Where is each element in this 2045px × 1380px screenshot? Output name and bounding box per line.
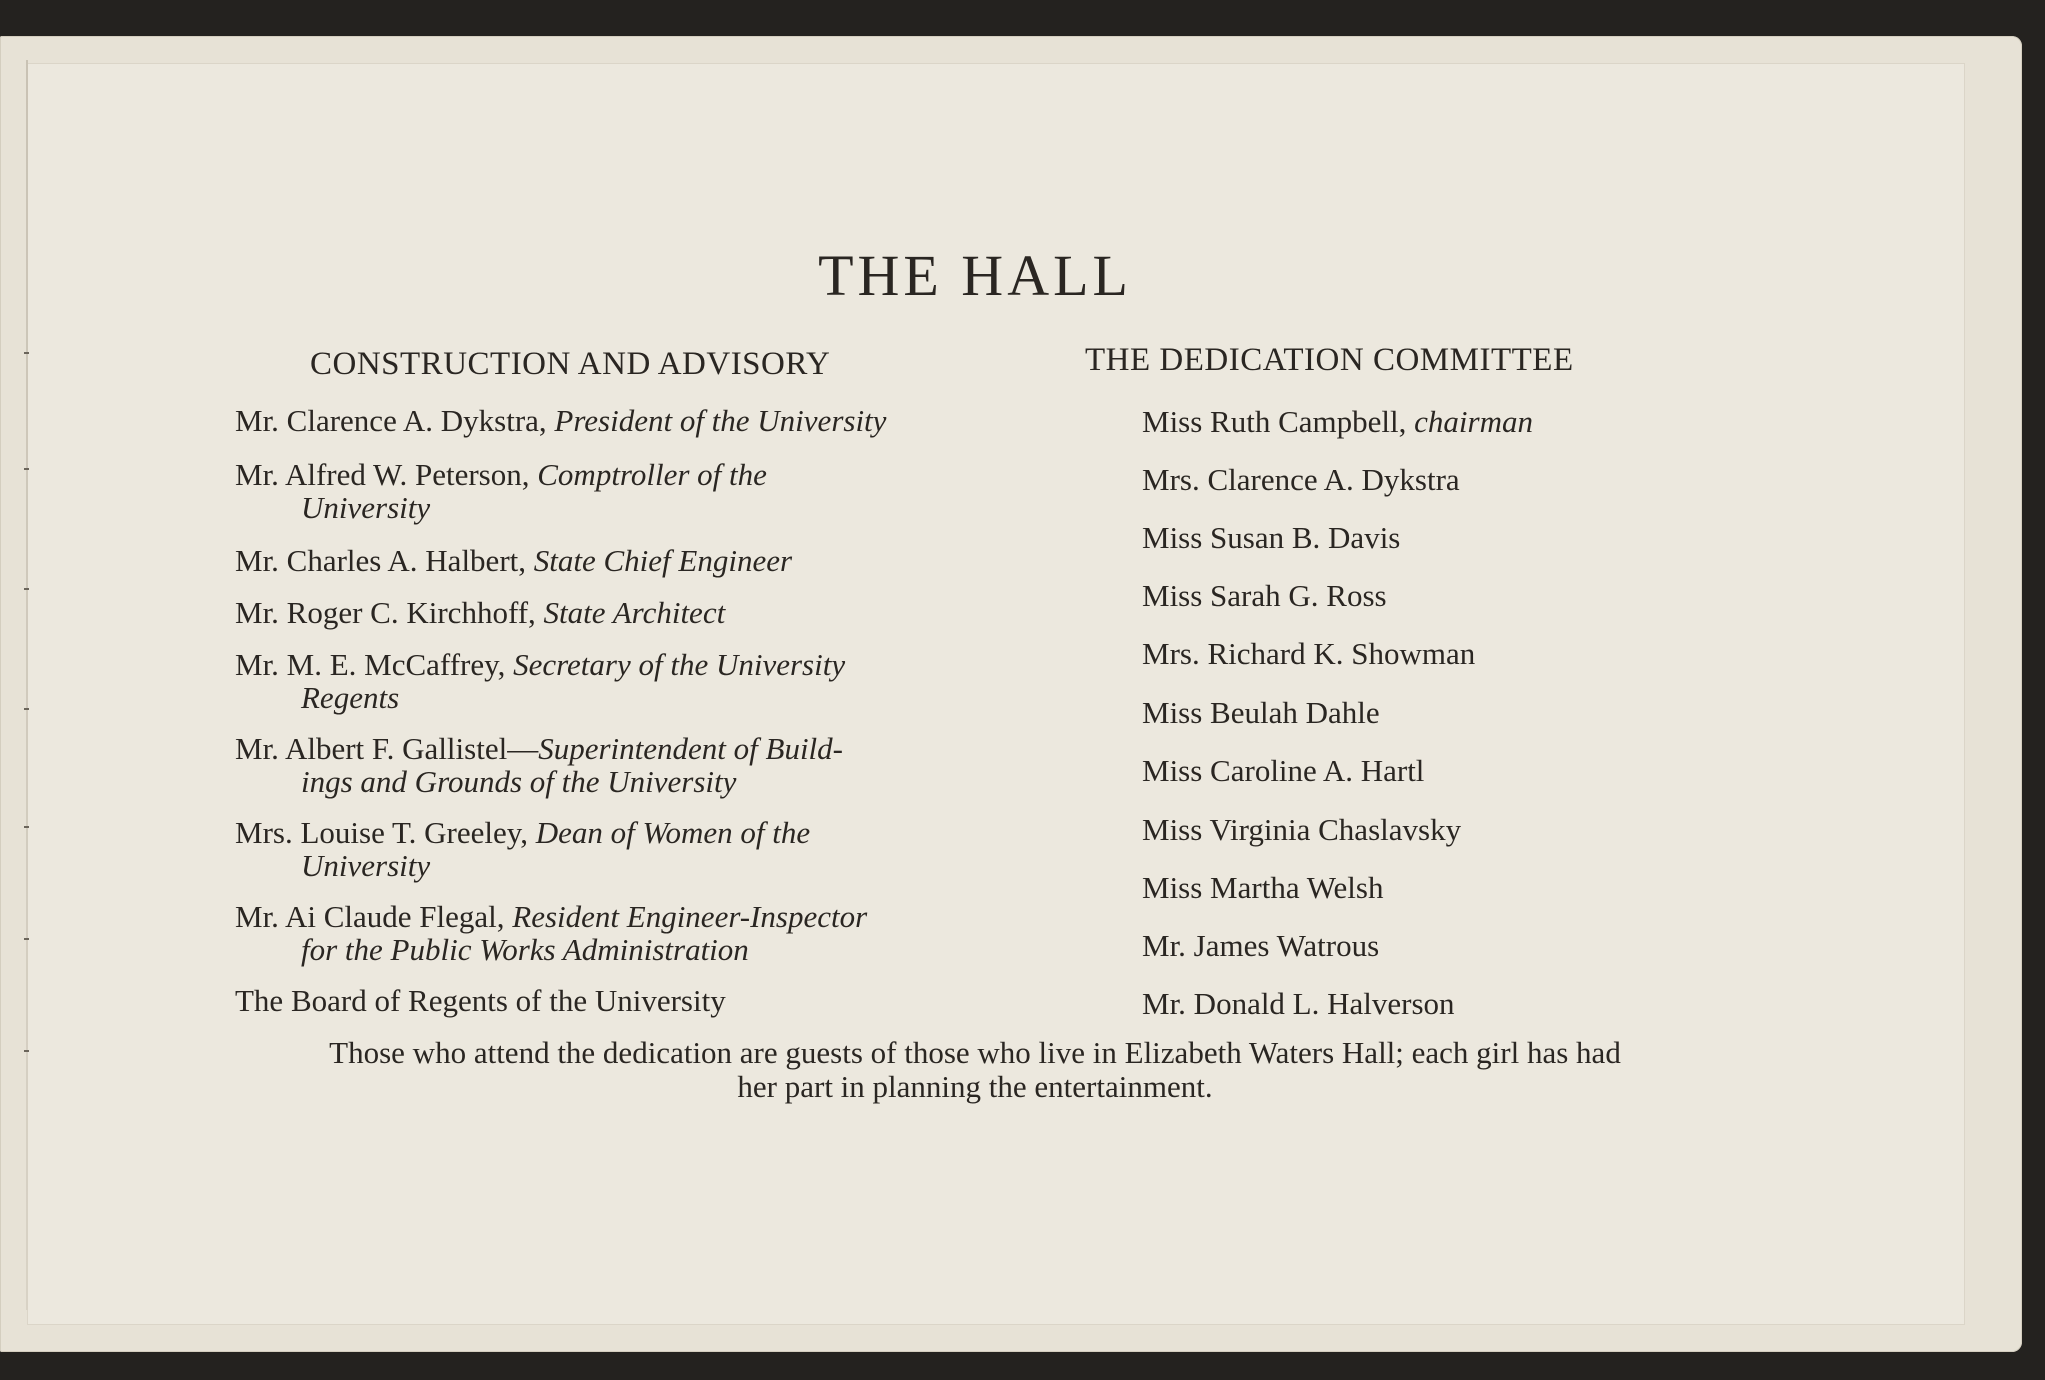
binding-stitch	[24, 1050, 29, 1052]
page-title: THE HALL	[818, 243, 1132, 308]
binding-stitch	[24, 352, 29, 354]
entry-role: Resident Engineer-Inspector	[512, 899, 868, 934]
committee-member: Miss Martha Welsh	[1142, 870, 1384, 905]
advisory-entry	[235, 900, 867, 966]
committee-member: Miss Beulah Dahle	[1142, 695, 1380, 730]
advisory-entry	[235, 984, 726, 1017]
entry-role-continued: Regents	[301, 680, 400, 715]
committee-member: Mrs. Clarence A. Dykstra	[1142, 462, 1460, 497]
committee-member: Miss Virginia Chaslavsky	[1142, 812, 1462, 847]
entry-role-continued: University	[301, 490, 431, 525]
entry-name: Mr. Clarence A. Dykstra,	[235, 403, 555, 438]
committee-member: Mrs. Richard K. Showman	[1142, 636, 1476, 671]
binding-stitch	[24, 708, 29, 710]
entry-name: Mrs. Louise T. Greeley,	[235, 815, 536, 850]
dedication-heading: THE DEDICATION COMMITTEE	[1085, 342, 1574, 378]
advisory-heading: CONSTRUCTION AND ADVISORY	[310, 346, 831, 382]
advisory-entry	[235, 458, 767, 524]
entry-role: Superintendent of Build-	[538, 731, 843, 766]
entry-role: Dean of Women of the	[535, 815, 811, 850]
entry-role: State Chief Engineer	[533, 543, 793, 578]
member-name: Miss Ruth Campbell,	[1142, 404, 1415, 439]
footer-line-2: her part in planning the entertainment.	[737, 1069, 1213, 1104]
entry-name: The Board of Regents of the University	[235, 983, 726, 1018]
committee-member: Mr. James Watrous	[1142, 928, 1380, 963]
entry-role-continued: University	[301, 848, 431, 883]
advisory-entry	[235, 596, 725, 629]
advisory-entry	[235, 816, 810, 882]
entry-role-continued: for the Public Works Administration	[301, 932, 749, 967]
advisory-entry	[235, 732, 843, 798]
entry-name: Mr. Ai Claude Flegal,	[235, 899, 513, 934]
footer-line-1: Those who attend the dedication are guests of those who live in Elizabeth Waters Hall; each girl has had	[329, 1035, 1621, 1070]
binding-stitch	[24, 468, 29, 470]
committee-member: Miss Caroline A. Hartl	[1142, 753, 1425, 788]
entry-role-continued: ings and Grounds of the University	[301, 764, 737, 799]
entry-role: State Architect	[543, 595, 726, 630]
binding-stitch	[24, 826, 29, 828]
advisory-entry	[235, 544, 792, 577]
entry-role: President of the University	[554, 403, 887, 438]
footer-note	[230, 1036, 1720, 1104]
binding-stitch	[24, 588, 29, 590]
committee-member: Miss Susan B. Davis	[1142, 520, 1401, 555]
entry-name: Mr. Albert F. Gallistel—	[235, 731, 539, 766]
entry-role: Secretary of the University	[513, 647, 846, 682]
entry-name: Mr. Roger C. Kirchhoff,	[235, 595, 544, 630]
binding-stitch	[24, 938, 29, 940]
entry-name: Mr. Charles A. Halbert,	[235, 543, 534, 578]
entry-role: Comptroller of the	[537, 457, 767, 492]
entry-name: Mr. M. E. McCaffrey,	[235, 647, 514, 682]
advisory-entry	[235, 648, 845, 714]
entry-name: Mr. Alfred W. Peterson,	[235, 457, 538, 492]
committee-member: Mr. Donald L. Halverson	[1142, 986, 1455, 1021]
member-role: chairman	[1414, 404, 1533, 439]
committee-chair	[1142, 404, 1533, 440]
advisory-entry	[235, 404, 886, 437]
committee-member: Miss Sarah G. Ross	[1142, 578, 1387, 613]
